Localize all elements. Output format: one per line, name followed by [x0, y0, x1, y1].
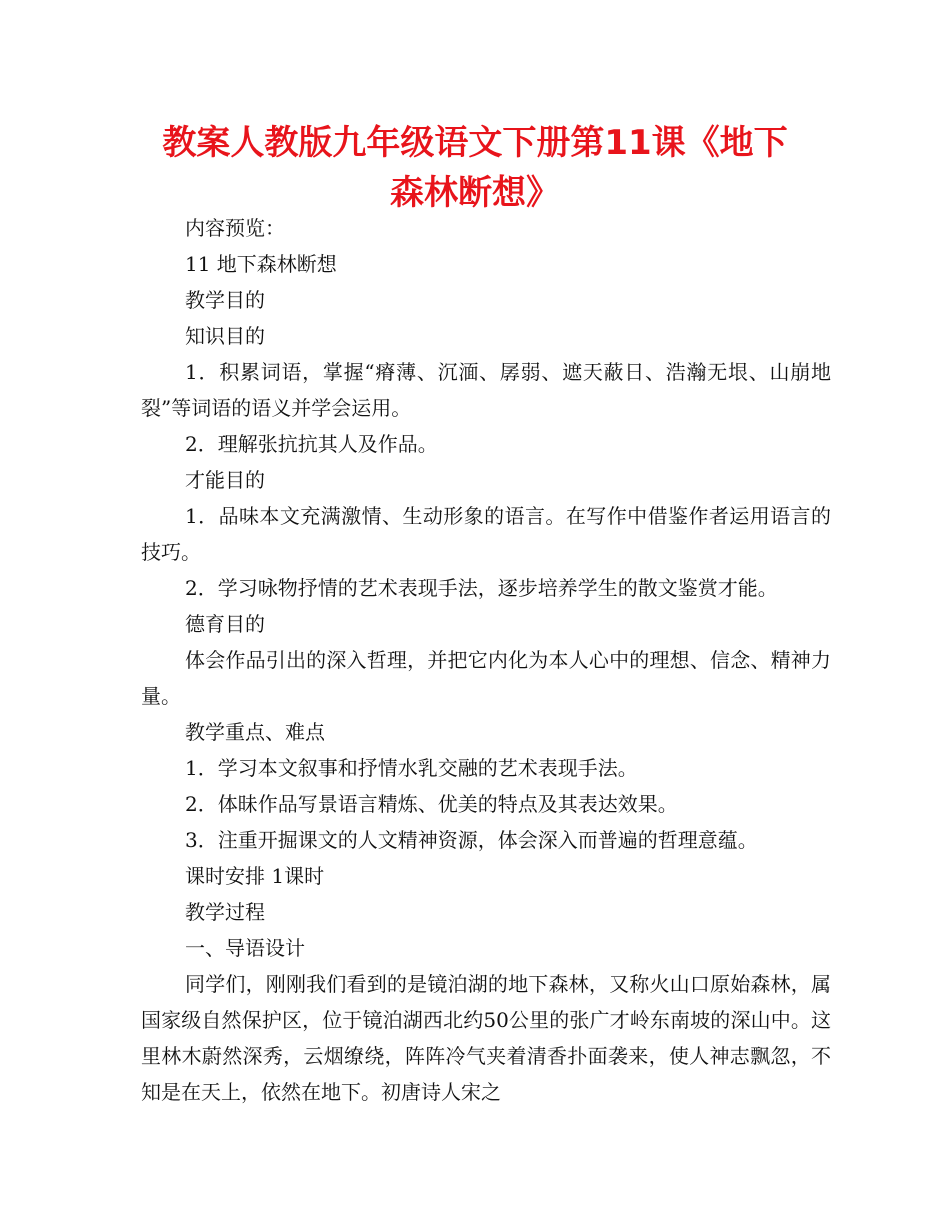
- title-line-1: 教案人教版九年级语文下册第11课《地下: [162, 123, 788, 163]
- paragraph-knowledge-2: 2．理解张抗抗其人及作品。: [185, 432, 438, 456]
- heading-key-points: 教学重点、难点: [185, 720, 325, 744]
- paragraph-ability-1: 1．品味本文充满激情、生动形象的语言。在写作中借鉴作者运用语言的技巧。: [141, 504, 831, 564]
- document-body: [141, 210, 831, 1110]
- paragraph-moral: 体会作品引出的深入哲理，并把它内化为本人心中的理想、信念、精神力量。: [141, 648, 831, 708]
- paragraph-ability-2: 2．学习咏物抒情的艺术表现手法，逐步培养学生的散文鉴赏才能。: [185, 576, 778, 600]
- paragraph-key-2: 2．体昧作品写景语言精炼、优美的特点及其表达效果。: [185, 792, 678, 816]
- paragraph-knowledge-1: 1．积累词语，掌握“瘠薄、沉湎、孱弱、遮天蔽日、浩瀚无垠、山崩地裂”等词语的语义并学会运用。: [141, 360, 831, 420]
- paragraph-key-3: 3．注重开掘课文的人文精神资源，体会深入而普遍的哲理意蕴。: [185, 828, 758, 852]
- title-line-2: 森林断想》: [390, 173, 560, 213]
- heading-teaching-process: 教学过程: [185, 900, 265, 924]
- heading-ability-goals: 才能目的: [185, 468, 265, 492]
- paragraph-schedule: 课时安排 1课时: [185, 864, 325, 888]
- paragraph-key-1: 1．学习本文叙事和抒情水乳交融的艺术表现手法。: [185, 756, 638, 780]
- paragraph-intro: 同学们，刚刚我们看到的是镜泊湖的地下森林，又称火山口原始森林，属国家级自然保护区，位于镜泊湖西北约50公里的张广才岭东南坡的深山中。这里林木蔚然深秀，云烟缭绕，阵阵冷气夹着清香扑面袭来，使人神志飘忽，不知是在天上，依然在地下。初唐诗人宋之: [141, 972, 831, 1104]
- paragraph-preview-label: 内容预览：: [185, 216, 285, 240]
- heading-moral-goals: 德育目的: [185, 612, 265, 636]
- heading-teaching-goals: 教学目的: [185, 288, 265, 312]
- paragraph-lesson-title: 11 地下森林断想: [185, 252, 337, 276]
- heading-knowledge-goals: 知识目的: [185, 324, 265, 348]
- document-title: [60, 118, 890, 218]
- heading-intro-design: 一、导语设计: [185, 936, 305, 960]
